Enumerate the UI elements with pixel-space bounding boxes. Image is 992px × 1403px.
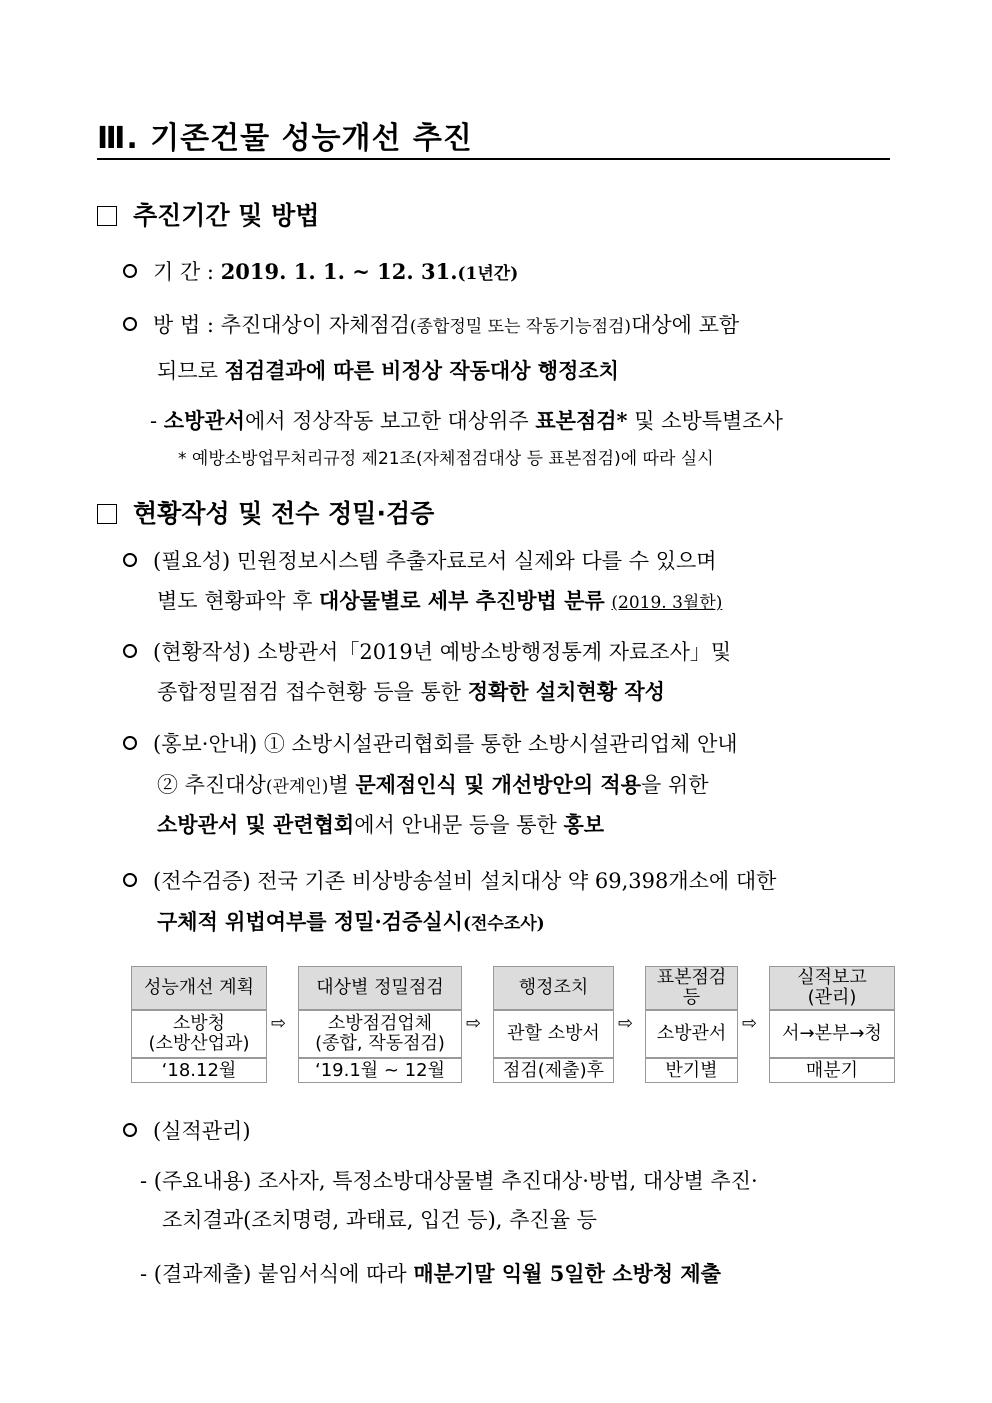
method-dash-item: - 소방관서에서 정상작동 보고한 대상위주 표본점검* 및 소방특별조사 [150, 408, 783, 433]
flow-step-1-head: 성능개선 계획 [131, 966, 267, 1010]
page-title: Ⅲ. 기존건물 성능개선 추진 [97, 121, 473, 156]
necessity-line-1: (필요성) 민원정보시스템 추출자료로서 실제와 다를 수 있으며 [123, 543, 717, 580]
flow-step-3-time: 점검(제출)후 [493, 1058, 614, 1083]
method-line-2: 되므로 점검결과에 따른 비정상 작동대상 행정조치 [157, 358, 619, 383]
flow-arrow-icon: ⇨ [271, 1013, 287, 1034]
flow-step-2-body: 소방점검업체 (종합, 작동점검) [298, 1010, 462, 1058]
necessity-line-2: 별도 현황파악 후 대상물별로 세부 추진방법 분류 (2019. 3월한) [157, 588, 723, 613]
flow-step-4-head: 표본점검 등 [645, 966, 738, 1010]
flow-arrow-icon: ⇨ [466, 1013, 482, 1034]
verify-line-2: 구체적 위법여부를 정밀·검증실시(전수조사) [157, 909, 545, 934]
flow-arrow-icon: ⇨ [742, 1013, 758, 1034]
circle-bullet-icon [123, 264, 137, 278]
flow-arrow-icon: ⇨ [618, 1013, 634, 1034]
flow-step-1-body: 소방청 (소방산업과) [131, 1010, 267, 1058]
circle-bullet-icon [123, 873, 137, 887]
flow-step-3-head: 행정조치 [493, 966, 614, 1010]
circle-bullet-icon [123, 317, 137, 331]
status-line-2: 종합정밀점검 접수현황 등을 통한 정확한 설치현황 작성 [157, 679, 665, 704]
circle-bullet-icon [123, 1123, 137, 1137]
promo-line-3: 소방관서 및 관련협회에서 안내문 등을 통한 홍보 [157, 812, 605, 837]
flow-step-2-head: 대상별 정밀점검 [298, 966, 462, 1010]
title-underline [97, 158, 890, 160]
period-suffix: (1년간) [457, 264, 519, 284]
circle-bullet-icon [123, 553, 137, 567]
performance-dash-1-line-1: - (주요내용) 조사자, 특정소방대상물별 추진대상·방법, 대상별 추진· [140, 1169, 758, 1193]
period-value: 2019. 1. 1. ~ 12. 31. [220, 259, 458, 284]
flow-step-4-time: 반기별 [645, 1058, 738, 1083]
status-line-1: (현황작성) 소방관서「2019년 예방소방행정통계 자료조사」및 [123, 634, 731, 671]
flow-step-2-time: ‘19.1월 ~ 12월 [298, 1058, 462, 1083]
flow-step-3-body: 관할 소방서 [493, 1010, 614, 1058]
performance-dash-1-line-2: 조치결과(조치명령, 과태료, 입건 등), 추진율 등 [162, 1208, 597, 1232]
method-line-1: 방 법 : 추진대상이 자체점검(종합정밀 또는 작동기능점검)대상에 포함 [123, 307, 739, 346]
promo-line-1: (홍보·안내) ① 소방시설관리협회를 통한 소방시설관리업체 안내 [123, 726, 738, 763]
period-label: 기 간 : [153, 260, 214, 284]
flow-step-1-time: ‘18.12월 [131, 1058, 267, 1083]
circle-bullet-icon [123, 644, 137, 658]
promo-line-2: ② 추진대상(관계인)별 문제점인식 및 개선방안의 적용을 위한 [157, 772, 709, 797]
flow-step-5-time: 매분기 [769, 1058, 895, 1083]
checkbox-square-icon [97, 206, 117, 226]
checkbox-square-icon [97, 504, 117, 524]
footnote: * 예방소방업무처리규정 제21조(자체점검대상 등 표본점검)에 따라 실시 [178, 449, 714, 469]
flow-step-4-body: 소방관서 [645, 1010, 738, 1058]
performance-item: (실적관리) [123, 1113, 251, 1150]
section-heading-period-method: 추진기간 및 방법 [97, 196, 319, 232]
flow-step-5-head: 실적보고 (관리) [769, 966, 895, 1010]
performance-dash-2: - (결과제출) 붙임서식에 따라 매분기말 익월 5일한 소방청 제출 [140, 1261, 721, 1286]
section-heading-status: 현황작성 및 전수 정밀·검증 [97, 494, 434, 530]
verify-line-1: (전수검증) 전국 기존 비상방송설비 설치대상 약 69,398개소에 대한 [123, 863, 776, 900]
circle-bullet-icon [123, 736, 137, 750]
flow-step-5-body: 서→본부→청 [769, 1010, 895, 1058]
period-line [123, 253, 518, 293]
